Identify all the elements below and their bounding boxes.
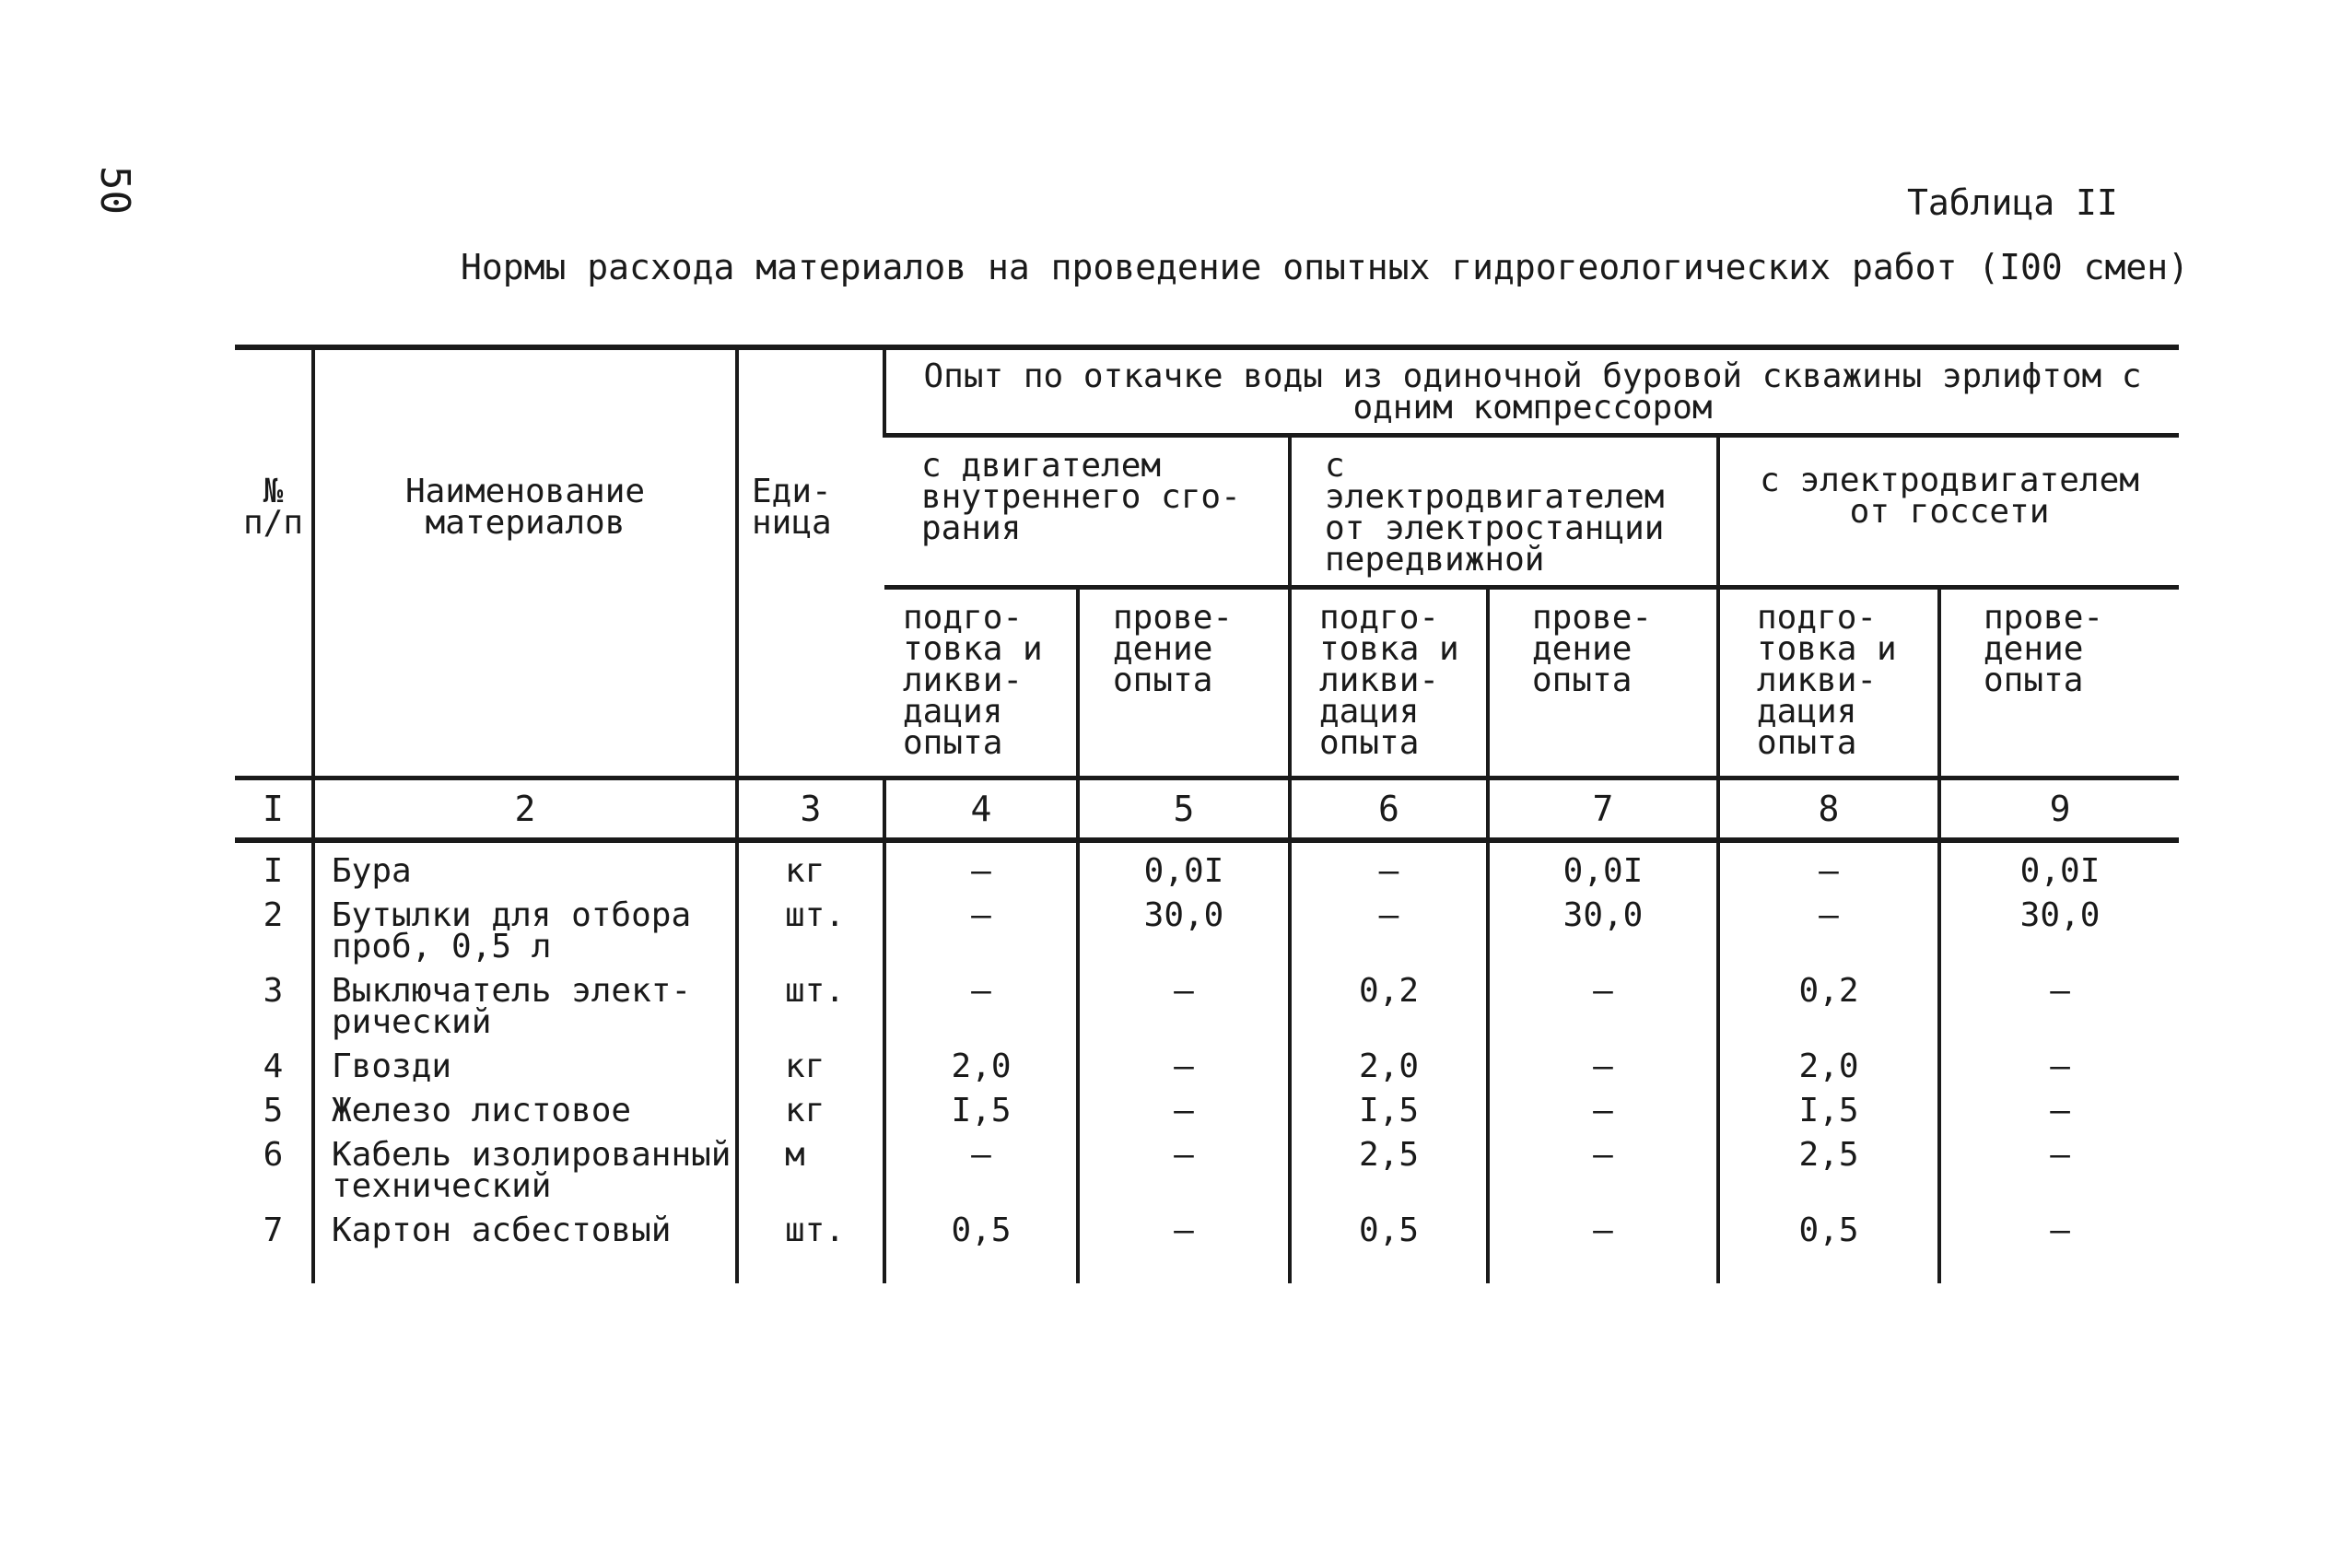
column-number: I	[235, 778, 313, 841]
value-cell: –	[1939, 1127, 2179, 1202]
material-name: Гвозди	[313, 1038, 737, 1082]
unit-cell: кг	[737, 1082, 884, 1127]
column-number: 3	[737, 778, 884, 841]
value-cell: 2,5	[1290, 1127, 1488, 1202]
value-cell: 0,0I	[1939, 840, 2179, 887]
header-sub-mobile: с электродвигателем от электростанции передвижной	[1290, 436, 1718, 588]
value-cell: 0,2	[1290, 963, 1488, 1038]
value-cell: –	[884, 963, 1078, 1038]
empty-cell	[235, 1246, 313, 1283]
table-bottom-spacer	[235, 1246, 2179, 1283]
header-run-ice: прове-дение опыта	[1078, 588, 1290, 778]
value-cell: –	[1939, 1202, 2179, 1246]
header-sub-ice: с двигателем внутреннего сго-рания	[884, 436, 1290, 588]
header-prep-ice: подго-товка и ликви-дация опыта	[884, 588, 1078, 778]
column-number: 4	[884, 778, 1078, 841]
table-row	[235, 1202, 2179, 1246]
header-sub-grid: с электродвигателем от госсети	[1718, 436, 2179, 588]
value-cell: –	[1488, 1127, 1718, 1202]
header-no: № п/п	[235, 347, 313, 778]
header-group: Опыт по откачке воды из одиночной буровой скважины эрлифтом с одним компрессором	[884, 347, 2179, 436]
empty-cell	[1488, 1246, 1718, 1283]
header-prep-grid: подго-товка и ликви-дация опыта	[1718, 588, 1939, 778]
value-cell: 0,5	[1718, 1202, 1939, 1246]
value-cell: I,5	[1290, 1082, 1488, 1127]
column-number: 5	[1078, 778, 1290, 841]
value-cell: 2,0	[1290, 1038, 1488, 1082]
value-cell: –	[1939, 963, 2179, 1038]
page-title: Нормы расхода материалов на проведение опытных гидрогеологических работ (I00 смен)	[461, 247, 2189, 287]
value-cell: –	[1078, 1082, 1290, 1127]
value-cell: 0,5	[884, 1202, 1078, 1246]
value-cell: 2,0	[1718, 1038, 1939, 1082]
empty-cell	[1078, 1246, 1290, 1283]
header-run-grid: прове-дение опыта	[1939, 588, 2179, 778]
value-cell: –	[1488, 1082, 1718, 1127]
value-cell: 30,0	[1488, 887, 1718, 963]
unit-cell: шт.	[737, 963, 884, 1038]
value-cell: I,5	[884, 1082, 1078, 1127]
value-cell: –	[1488, 1202, 1718, 1246]
material-name: Картон асбестовый	[313, 1202, 737, 1246]
column-numbers-row	[235, 778, 2179, 841]
value-cell: –	[1939, 1082, 2179, 1127]
empty-cell	[1939, 1246, 2179, 1283]
row-number: 3	[263, 972, 284, 1010]
material-name: Бура	[313, 840, 737, 887]
table-row	[235, 840, 2179, 887]
value-cell: –	[1488, 1038, 1718, 1082]
value-cell: 2,0	[884, 1038, 1078, 1082]
value-cell: –	[1290, 840, 1488, 887]
header-unit: Еди-ница	[737, 347, 884, 778]
value-cell: –	[884, 1127, 1078, 1202]
column-number: 7	[1488, 778, 1718, 841]
row-number: 2	[263, 896, 284, 934]
value-cell: 0,0I	[1078, 840, 1290, 887]
row-number: I	[263, 852, 284, 890]
material-name: Бутылки для отбора проб, 0,5 л	[313, 887, 737, 963]
page-number: 50	[91, 166, 138, 215]
table-row	[235, 1127, 2179, 1202]
column-number: 8	[1718, 778, 1939, 841]
value-cell: –	[1078, 1038, 1290, 1082]
value-cell: I,5	[1718, 1082, 1939, 1127]
empty-cell	[1718, 1246, 1939, 1283]
value-cell: 30,0	[1939, 887, 2179, 963]
empty-cell	[737, 1246, 884, 1283]
unit-cell: шт.	[737, 1202, 884, 1246]
value-cell: –	[1939, 1038, 2179, 1082]
value-cell: 0,0I	[1488, 840, 1718, 887]
table-row	[235, 1038, 2179, 1082]
value-cell: 30,0	[1078, 887, 1290, 963]
row-number: 5	[263, 1092, 284, 1129]
row-number: 4	[263, 1047, 284, 1085]
empty-cell	[884, 1246, 1078, 1283]
norms-table	[235, 345, 2179, 1283]
row-number: 6	[263, 1136, 284, 1174]
table-label: Таблица II	[1907, 182, 2118, 223]
table-row	[235, 887, 2179, 963]
value-cell: –	[1718, 840, 1939, 887]
value-cell: –	[1488, 963, 1718, 1038]
unit-cell: шт.	[737, 887, 884, 963]
table-row	[235, 963, 2179, 1038]
header-run-mobile: прове-дение опыта	[1488, 588, 1718, 778]
material-name: Железо листовое	[313, 1082, 737, 1127]
unit-cell: м	[737, 1127, 884, 1202]
column-number: 9	[1939, 778, 2179, 841]
header-prep-mobile: подго-товка и ликви-дация опыта	[1290, 588, 1488, 778]
value-cell: 2,5	[1718, 1127, 1939, 1202]
value-cell: –	[884, 887, 1078, 963]
value-cell: –	[1078, 1202, 1290, 1246]
value-cell: 0,5	[1290, 1202, 1488, 1246]
value-cell: –	[1078, 1127, 1290, 1202]
unit-cell: кг	[737, 840, 884, 887]
row-number: 7	[263, 1211, 284, 1249]
material-name: Кабель изолированный технический	[313, 1127, 737, 1202]
unit-cell: кг	[737, 1038, 884, 1082]
empty-cell	[313, 1246, 737, 1283]
value-cell: –	[1078, 963, 1290, 1038]
value-cell: –	[884, 840, 1078, 887]
table-row	[235, 1082, 2179, 1127]
material-name: Выключатель элект-рический	[313, 963, 737, 1038]
empty-cell	[1290, 1246, 1488, 1283]
value-cell: –	[1290, 887, 1488, 963]
value-cell: –	[1718, 887, 1939, 963]
header-name: Наименование материалов	[313, 347, 737, 778]
column-number: 2	[313, 778, 737, 841]
value-cell: 0,2	[1718, 963, 1939, 1038]
column-number: 6	[1290, 778, 1488, 841]
